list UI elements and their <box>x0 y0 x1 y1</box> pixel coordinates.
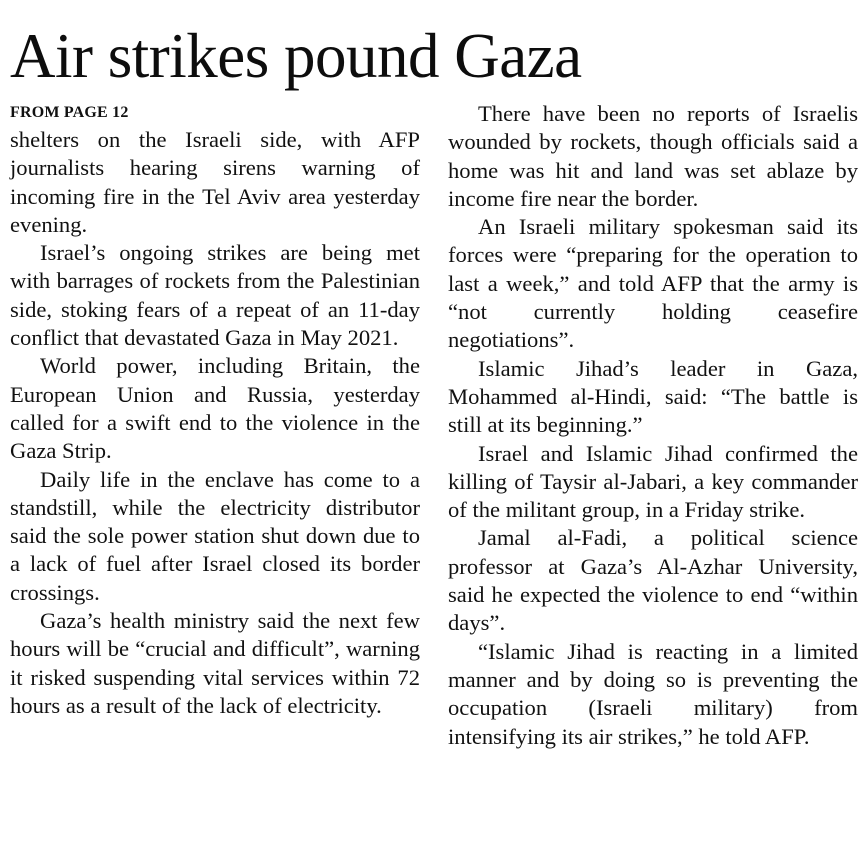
article-column-left <box>10 102 420 720</box>
paragraph: Gaza’s health ministry said the next few hours will be “crucial and difficult”, warning it risked suspending vital services within 72 hours as a result of the lack of electricity. <box>10 608 420 718</box>
paragraph: Jamal al-Fadi, a political science professor at Gaza’s Al-Azhar University, said he expected the violence to end “within days”. <box>448 525 858 636</box>
paragraph: Islamic Jihad’s leader in Gaza, Mohammed al-Hindi, said: “The battle is still at its beginning.” <box>448 355 858 438</box>
paragraph: World power, including Britain, the European Union and Russia, yesterday called for a swift end to the violence in the Gaza Strip. <box>10 353 420 464</box>
paragraph: Israel and Islamic Jihad confirmed the killing of Taysir al-Jabari, a key commander of the militant group, in a Friday strike. <box>448 440 858 523</box>
paragraph: Israel’s ongoing strikes are being met with barrages of rockets from the Palestinian side, stoking fears of a repeat of an 11-day conflict that devastated Gaza in May 2021. <box>10 240 420 351</box>
paragraph: An Israeli military spokesman said its forces were “preparing for the operation to last a week,” and told AFP that the army is “not currently holding ceasefire negotiations”. <box>448 214 858 353</box>
paragraph: There have been no reports of Israelis wounded by rockets, though officials said a home was hit and land was set ablaze by income fire near the border. <box>448 101 858 211</box>
article-column-right <box>448 100 858 751</box>
jump-label: FROM PAGE 12 <box>10 104 129 121</box>
paragraph: Daily life in the enclave has come to a standstill, while the electricity distributor said the sole power station shut down due to a lack of fuel after Israel closed its border crossings. <box>10 466 420 605</box>
paragraph: shelters on the Israeli side, with AFP journalists hearing sirens warning of incoming fire in the Tel Aviv area yesterday evening. <box>10 127 420 237</box>
paragraph: “Islamic Jihad is reacting in a limited manner and by doing so is preventing the occupation (Israeli military) from intensifying its air strikes,” he told AFP. <box>448 638 858 749</box>
headline: Air strikes pound Gaza <box>10 21 582 91</box>
